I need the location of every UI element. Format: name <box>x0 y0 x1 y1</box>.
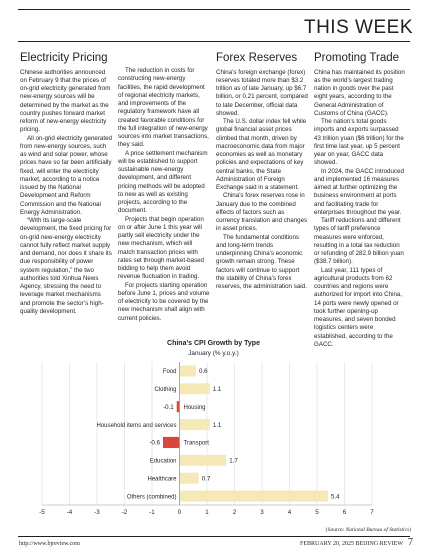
bar <box>180 383 210 394</box>
bar <box>180 473 199 484</box>
value-label: 5.4 <box>331 493 340 501</box>
chart-plot <box>0 340 427 525</box>
article-paragraph: The fundamental conditions and long-term trends underpinning China’s economic growth remain strong. These factors will continue to support the stability of China’s forex reserves, the administration said. <box>216 233 307 291</box>
article-paragraph: For projects starting operation before June 1, prices and volume of electricity to be covered by the new mechanism shall align with current policies. <box>118 281 210 322</box>
article-paragraph: The reduction in costs for constructing new-energy facilities, the rapid development of regional electricity markets, and improvements of the regulatory framework have all created favorable conditions for the full integration of new-energy sources into market transactions, they said. <box>118 67 209 149</box>
x-tick-label: 3 <box>260 509 264 516</box>
article-paragraph: Last year, 111 types of agricultural products from 62 countries and regions were authorized for import into China, 14 ports were newly opened or took further opening-up measures, and seven bonded logistics centers were established, according to the GACC. <box>314 266 403 348</box>
bar <box>163 437 180 448</box>
article-trade <box>314 52 406 349</box>
value-label: 1.1 <box>212 386 222 394</box>
chart-title: China's CPI Growth by Type <box>167 340 260 347</box>
footer-rule <box>18 536 410 537</box>
bar <box>180 365 197 376</box>
bar <box>180 455 227 466</box>
category-label: Clothing <box>154 387 177 394</box>
source-suffix: ) <box>409 527 411 533</box>
x-tick-label: -5 <box>39 509 45 516</box>
category-label: Healthcare <box>147 476 177 483</box>
article-paragraph: China’s foreign exchange (forex) reserves totaled more than $3.2 trillion as of late January, up $6.7 billion, or 0.21 percent, compared to late December, official data showed. <box>216 68 308 117</box>
article-paragraph: Chinese authorities announced on February 9 that the prices of on-grid electricity generated from new-energy sources will be determined by the market as the country pushes forward market reform of new-energy electricity pricing. <box>20 68 111 134</box>
article-paragraph: A price settlement mechanism will be established to support sustainable new-energy development, and different pricing methods will be adopted to new as well as existing projects, according to the document. <box>118 149 208 215</box>
bar <box>180 491 329 502</box>
article-paragraph: All on-grid electricity generated from new-energy sources, such as wind and solar power, whose prices have so far been artificially fixed, will enter the electricity market, according to a notice issued by the National Development and Reform Commission and the National Energy Administration. <box>20 134 112 216</box>
category-label: Housing <box>183 404 206 411</box>
source-prefix: (Source: <box>325 527 346 533</box>
value-label: -0.1 <box>163 403 174 411</box>
article-paragraph: China has maintained its position as the world’s largest trading nation in goods over the past eight years, according to the General Administration of Customs of China (GACC). <box>314 68 405 117</box>
chart-source <box>326 527 411 533</box>
category-label: Education <box>149 458 177 465</box>
value-label: 1.1 <box>212 421 222 429</box>
article-paragraph: The nation’s total goods imports and exports surpassed 43 trillion yuan ($6 trillion) for the first time last year, up 5 percent year on year, GACC data showed. <box>314 118 404 167</box>
category-label: Household items and services <box>96 422 177 429</box>
article-electricity-continued <box>118 52 210 323</box>
header-rule <box>18 41 410 42</box>
article-paragraph: Tariff reductions and different types of tariff preference measures were enforced, resulting in a total tax reduction or refunding of 282.9 billion yuan ($38.7 billion). <box>314 217 404 266</box>
category-label: Others (combined) <box>126 494 177 501</box>
value-label: 1.7 <box>229 457 238 465</box>
value-label: 0.6 <box>199 368 208 376</box>
x-tick-label: 6 <box>342 509 347 516</box>
chart-subtitle: January (% y.o.y.) <box>188 350 239 357</box>
x-tick-label: 4 <box>287 509 292 516</box>
article-title-electricity: Electricity Pricing <box>20 52 108 64</box>
bar <box>177 401 180 412</box>
value-label: 0.7 <box>201 475 211 483</box>
x-tick-label: 2 <box>232 509 237 516</box>
x-tick-label: 1 <box>205 509 209 516</box>
bar <box>180 419 210 430</box>
page-number: 7 <box>408 537 413 548</box>
category-label: Transport <box>183 440 209 447</box>
value-label: -0.6 <box>149 439 160 447</box>
section-title: THIS WEEK <box>303 17 413 38</box>
article-paragraph: In 2024, the GACC introduced and implemented 16 measures aimed at further optimizing the business environment at ports and facilitating trade for enterprises throughout the year. <box>314 167 404 216</box>
category-label: Food <box>162 369 177 376</box>
x-tick-label: -1 <box>149 509 155 516</box>
source-name: National Bureau of Statistics <box>345 527 410 533</box>
article-paragraph: “With its large-scale development, the fixed pricing for on-grid new-energy electricity cannot fully reflect market supply and demand, nor does it share its due responsibility of power system regulation,” the two authorities told Xinhua News Agency, stressing the need to leverage market mechanisms and promote the sector’s high-quality development. <box>20 217 112 315</box>
footer-issue: FEBRUARY 20, 2025 BEIJING REVIEW <box>300 541 403 547</box>
footer-url[interactable]: http://www.bjreview.com <box>19 541 80 547</box>
article-title-trade: Promoting Trade <box>314 52 400 64</box>
x-tick-label: -4 <box>66 509 73 516</box>
x-tick-label: -3 <box>94 509 100 516</box>
article-title-forex: Forex Reserves <box>216 52 298 64</box>
article-forex <box>216 52 308 291</box>
article-paragraph: Projects that begin operation on or after June 1 this year will partly sell electricity under the new mechanism, which will match transaction prices with rates set through market-based bidding to help them avoid revenue fluctuation in trading. <box>118 215 204 281</box>
x-tick-label: 0 <box>177 509 182 516</box>
x-tick-label: -2 <box>121 509 128 516</box>
article-paragraph: The U.S. dollar index fell while global financial asset prices climbed that month, driven by macroeconomic data from major economies as well as monetary policies and expectations of key central banks, the State Administration of Foreign Exchange said in a statement. <box>216 118 307 192</box>
top-rule <box>18 9 410 10</box>
cpi-chart <box>0 340 427 525</box>
x-tick-label: 7 <box>370 509 374 516</box>
article-paragraph: China’s forex reserves rose in January due to the combined effects of factors such as currency translation and changes in asset prices. <box>216 192 308 233</box>
article-electricity <box>20 52 112 316</box>
x-tick-label: 5 <box>315 509 319 516</box>
